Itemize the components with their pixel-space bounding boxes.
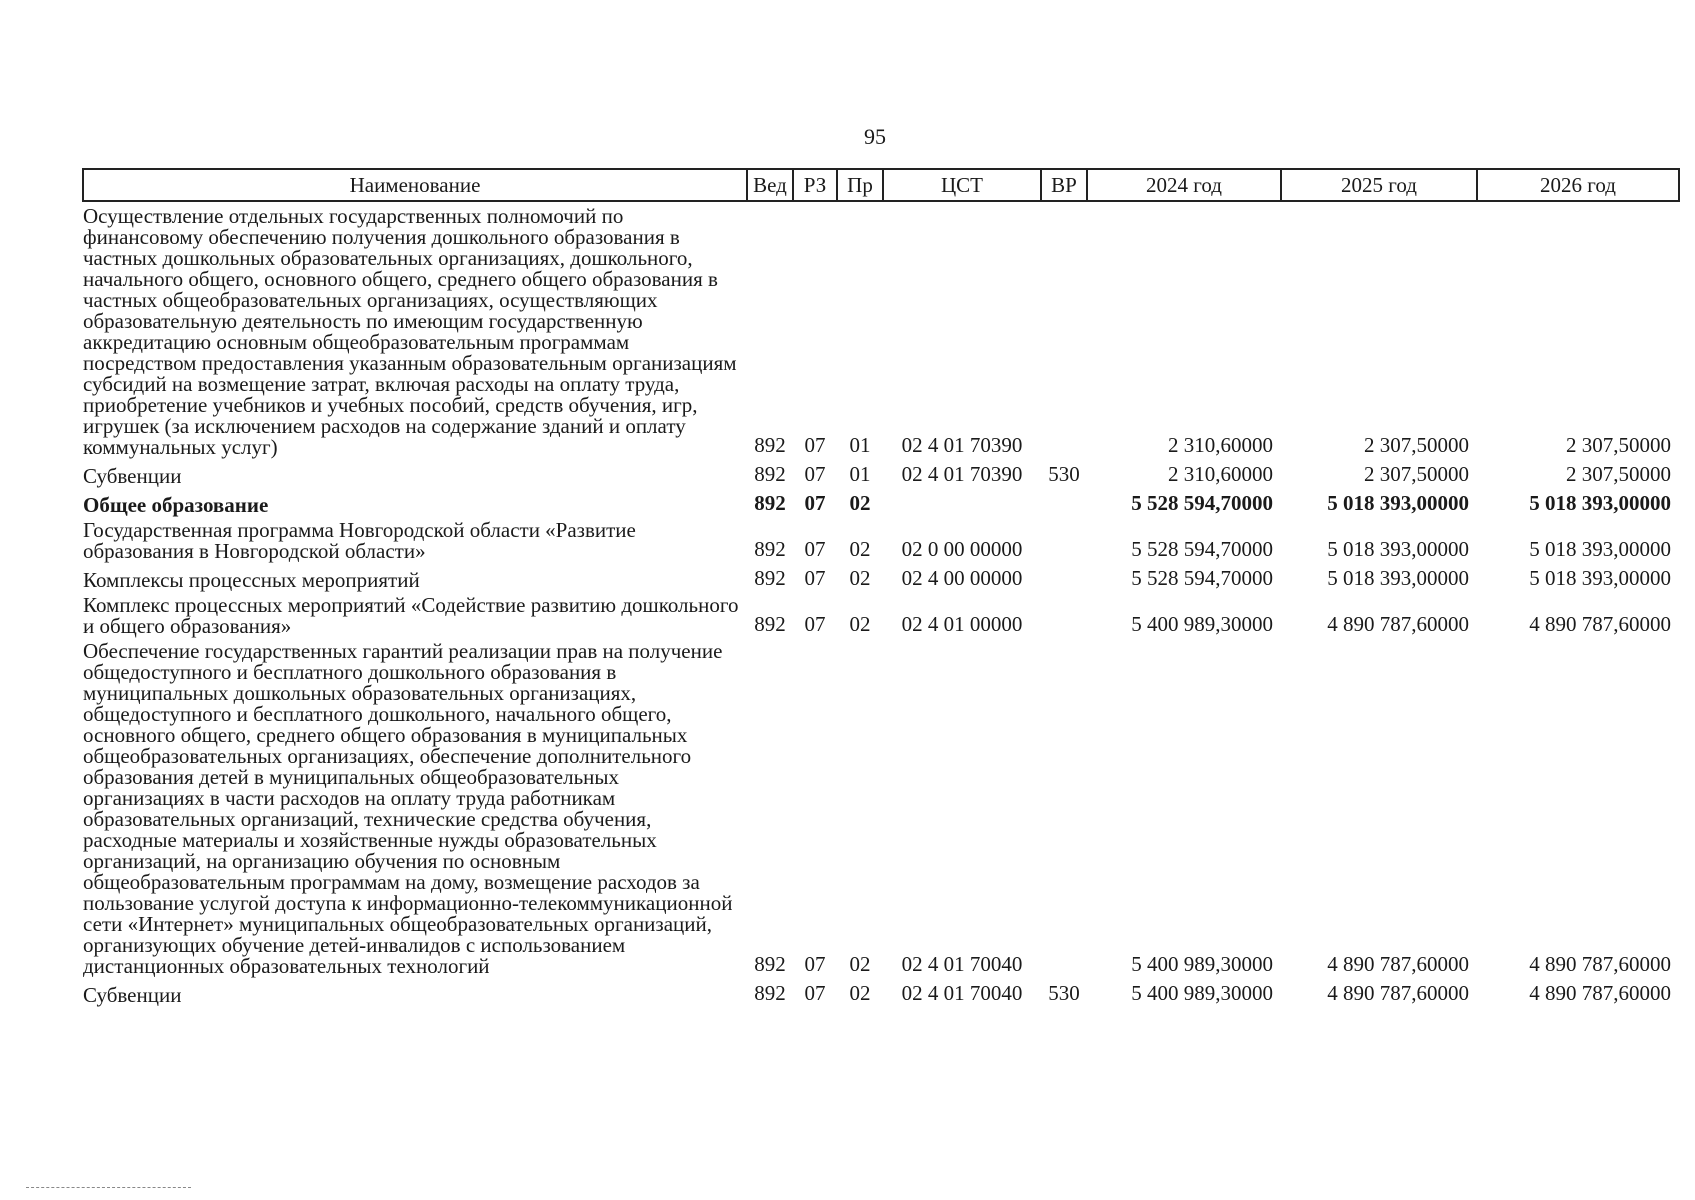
row-name: Обеспечение государственных гарантий реализации прав на получение общедоступного и бесплатного дошкольного образования в муниципальных дошкольных образовательных организациях, общедоступного и бесплатного дошкольного, начального общего, основного общего, среднего общего образования в муниципальных общеобразовательных организациях, обеспечение дополнительного образования детей в муниципальных общеобразовательных организациях в части расходов на оплату труда работникам образовательных организаций, технические средства обучения, расходные материалы и хозяйственные нужды образовательных организаций, на организацию обучения по основным общеобразовательным программам на дому, возмещение расходов за пользование услугой доступа к информационно-телекоммуникационной сети «Интернет» муниципальных общеобразовательных организаций, организующих обучение детей-инвалидов с использованием дистанционных образовательных технологий <box>83 639 733 978</box>
row-2025: 2 307,50000 <box>1364 462 1469 486</box>
row-cst <box>883 487 1041 516</box>
header-2024: 2024 год <box>1087 169 1281 201</box>
table-row <box>83 458 1679 487</box>
row-ved: 892 <box>754 566 786 590</box>
row-rz: 07 <box>804 981 826 1005</box>
row-name: Осуществление отдельных государственных полномочий по финансовому обеспечению получения дошкольного образования в частных дошкольных образовательных организациях, дошкольного, начального общего, основного общего, среднего общего образования в частных общеобразовательных организациях, осуществляющих образовательную деятельность по имеющим государственную аккредитацию основным общеобразовательным программам посредством предоставления указанным образовательным организациям субсидий на возмещение затрат, включая расходы на оплату труда, приобретение учебников и учебных пособий, средств обучения, игр, игрушек (за исключением расходов на содержание зданий и оплату коммунальных услуг) <box>83 204 737 459</box>
row-2026: 2 307,50000 <box>1566 462 1671 486</box>
row-2024: 5 400 989,30000 <box>1131 952 1273 976</box>
header-name: Наименование <box>83 169 747 201</box>
row-2026: 4 890 787,60000 <box>1529 952 1671 976</box>
row-2025: 2 307,50000 <box>1364 433 1469 457</box>
row-2025: 5 018 393,00000 <box>1327 566 1469 590</box>
row-2025: 5 018 393,00000 <box>1327 537 1469 561</box>
row-rz: 07 <box>804 462 826 486</box>
row-2026: 5 018 393,00000 <box>1529 566 1671 590</box>
row-vr <box>1041 487 1087 516</box>
row-pr: 02 <box>849 566 871 590</box>
row-2026: 5 018 393,00000 <box>1529 491 1671 515</box>
row-cst: 02 0 00 00000 <box>901 537 1023 561</box>
header-rz: РЗ <box>793 169 837 201</box>
row-cst: 02 4 01 00000 <box>901 612 1023 636</box>
table-row <box>83 591 1679 637</box>
row-name: Субвенции <box>83 983 182 1007</box>
row-2025: 4 890 787,60000 <box>1327 612 1469 636</box>
row-rz: 07 <box>804 952 826 976</box>
row-vr <box>1041 562 1087 591</box>
row-vr <box>1041 201 1087 458</box>
row-ved: 892 <box>754 952 786 976</box>
row-rz: 07 <box>804 566 826 590</box>
row-vr <box>1041 637 1087 977</box>
row-vr <box>1041 591 1087 637</box>
row-2024: 5 528 594,70000 <box>1131 537 1273 561</box>
row-name: Государственная программа Новгородской области «Развитие образования в Новгородской области» <box>83 518 636 563</box>
row-ved: 892 <box>754 981 786 1005</box>
table-header <box>83 169 1679 201</box>
row-name: Комплексы процессных мероприятий <box>83 568 420 592</box>
row-2025: 4 890 787,60000 <box>1327 952 1469 976</box>
row-2025: 4 890 787,60000 <box>1327 981 1469 1005</box>
row-2024: 5 528 594,70000 <box>1131 491 1273 515</box>
row-2024: 2 310,60000 <box>1168 433 1273 457</box>
row-cst: 02 4 01 70040 <box>901 952 1023 976</box>
row-2026: 5 018 393,00000 <box>1529 537 1671 561</box>
header-ved: Вед <box>747 169 793 201</box>
row-2025: 5 018 393,00000 <box>1327 491 1469 515</box>
row-ved: 892 <box>754 491 786 515</box>
table-row <box>83 637 1679 977</box>
row-rz: 07 <box>804 612 826 636</box>
row-2024: 5 400 989,30000 <box>1131 981 1273 1005</box>
header-cst: ЦСТ <box>883 169 1041 201</box>
row-2026: 4 890 787,60000 <box>1529 612 1671 636</box>
row-cst: 02 4 01 70390 <box>901 462 1023 486</box>
page-number: 95 <box>864 124 886 149</box>
row-vr: 530 <box>1048 981 1080 1005</box>
table-row <box>83 562 1679 591</box>
row-cst: 02 4 01 70390 <box>901 433 1023 457</box>
table-row <box>83 201 1679 458</box>
row-2024: 2 310,60000 <box>1168 462 1273 486</box>
table-row <box>83 487 1679 516</box>
header-vr: ВР <box>1041 169 1087 201</box>
row-pr: 02 <box>849 952 871 976</box>
row-name: Общее образование <box>83 493 269 517</box>
budget-table <box>82 168 1680 1006</box>
header-pr: Пр <box>837 169 883 201</box>
header-2025: 2025 год <box>1281 169 1477 201</box>
row-pr: 01 <box>849 433 871 457</box>
table-row <box>83 977 1679 1006</box>
row-rz: 07 <box>804 433 826 457</box>
row-pr: 02 <box>849 491 871 515</box>
row-ved: 892 <box>754 433 786 457</box>
row-cst: 02 4 01 70040 <box>901 981 1023 1005</box>
row-ved: 892 <box>754 462 786 486</box>
row-rz: 07 <box>804 491 826 515</box>
row-pr: 01 <box>849 462 871 486</box>
row-vr <box>1041 516 1087 562</box>
row-pr: 02 <box>849 981 871 1005</box>
row-cst: 02 4 00 00000 <box>901 566 1023 590</box>
table-row <box>83 516 1679 562</box>
row-ved: 892 <box>754 612 786 636</box>
row-rz: 07 <box>804 537 826 561</box>
row-2024: 5 528 594,70000 <box>1131 566 1273 590</box>
row-2024: 5 400 989,30000 <box>1131 612 1273 636</box>
row-ved: 892 <box>754 537 786 561</box>
row-name: Комплекс процессных мероприятий «Содействие развитию дошкольного и общего образования» <box>83 593 739 638</box>
row-name: Субвенции <box>83 464 182 488</box>
footer-divider <box>26 1187 191 1188</box>
row-pr: 02 <box>849 537 871 561</box>
row-pr: 02 <box>849 612 871 636</box>
row-vr: 530 <box>1048 462 1080 486</box>
header-2026: 2026 год <box>1477 169 1679 201</box>
row-2026: 2 307,50000 <box>1566 433 1671 457</box>
row-2026: 4 890 787,60000 <box>1529 981 1671 1005</box>
